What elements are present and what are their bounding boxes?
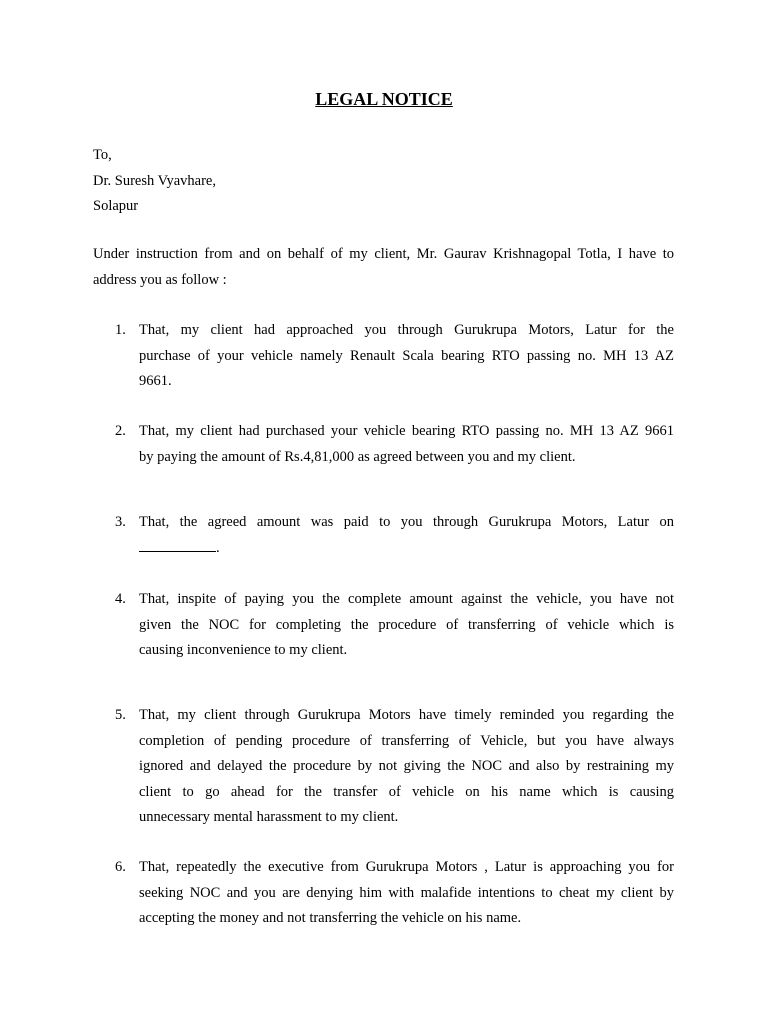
- list-item-line: That, my client through Gurukrupa Motors have timely reminded you regarding the: [139, 707, 674, 723]
- list-item: [115, 510, 674, 561]
- list-item-number: 1.: [115, 322, 126, 338]
- list-item: [115, 703, 674, 831]
- list-item-line: ignored and delayed the procedure by not giving the NOC and also by restraining my: [139, 758, 674, 774]
- list-item-line: purchase of your vehicle namely Renault Scala bearing RTO passing no. MH 13 AZ: [139, 347, 674, 364]
- list-item-text: [139, 703, 674, 831]
- list-item-text: [139, 318, 674, 395]
- list-item-number: 6.: [115, 859, 126, 875]
- list-item-line: That, the agreed amount was paid to you through Gurukrupa Motors, Latur on: [139, 514, 674, 530]
- list-item-number: 2.: [115, 423, 126, 439]
- intro-paragraph: [93, 242, 674, 293]
- intro-line-2: address you as follow :: [93, 271, 227, 288]
- list-item-text: [139, 419, 674, 470]
- list-item-line-with-blank: [139, 536, 674, 562]
- addressee-salutation: To,: [93, 147, 112, 163]
- list-item-line: unnecessary mental harassment to my client.: [139, 809, 399, 825]
- list-item-line: by paying the amount of Rs.4,81,000 as agreed between you and my client.: [139, 448, 576, 465]
- list-item-line: client to go ahead for the transfer of vehicle on his name which is causing: [139, 783, 674, 800]
- list-item-line: given the NOC for completing the procedure of transferring of vehicle which is: [139, 616, 674, 633]
- addressee-city: Solapur: [93, 198, 139, 214]
- list-item-number: 4.: [115, 591, 126, 607]
- addressee-name: Dr. Suresh Vyavhare,: [93, 172, 216, 189]
- list-item: [115, 587, 674, 664]
- list-item-number: 3.: [115, 514, 126, 530]
- list-item: [115, 419, 674, 470]
- addressee-block: [93, 143, 683, 220]
- list-item-number: 5.: [115, 707, 126, 723]
- list-item-line: completion of pending procedure of transferring of Vehicle, but you have always: [139, 732, 674, 749]
- list-item-line: 9661.: [139, 373, 172, 389]
- list-item-line: That, inspite of paying you the complete amount against the vehicle, you have not: [139, 591, 674, 607]
- list-item-line: That, my client had purchased your vehicle bearing RTO passing no. MH 13 AZ 9661: [139, 423, 674, 439]
- intro-line-1: Under instruction from and on behalf of my client, Mr. Gaurav Krishnagopal Totla, I have to: [93, 246, 674, 262]
- date-blank-line: [139, 537, 216, 552]
- list-item-line: causing inconvenience to my client.: [139, 642, 348, 658]
- list-item-text: [139, 855, 674, 932]
- list-item-text: [139, 587, 674, 664]
- list-item-line: That, my client had approached you through Gurukrupa Motors, Latur for the: [139, 322, 674, 338]
- list-item-line: seeking NOC and you are denying him with malafide intentions to cheat my client by: [139, 884, 674, 901]
- list-item-line-end: .: [216, 539, 220, 556]
- page-title: LEGAL NOTICE: [315, 89, 453, 109]
- list-item: [115, 318, 674, 395]
- list-item: [115, 855, 674, 932]
- list-item-text: [139, 510, 674, 561]
- list-item-line: accepting the money and not transferring the vehicle on his name.: [139, 910, 522, 926]
- list-item-line: That, repeatedly the executive from Gurukrupa Motors , Latur is approaching you for: [139, 859, 674, 875]
